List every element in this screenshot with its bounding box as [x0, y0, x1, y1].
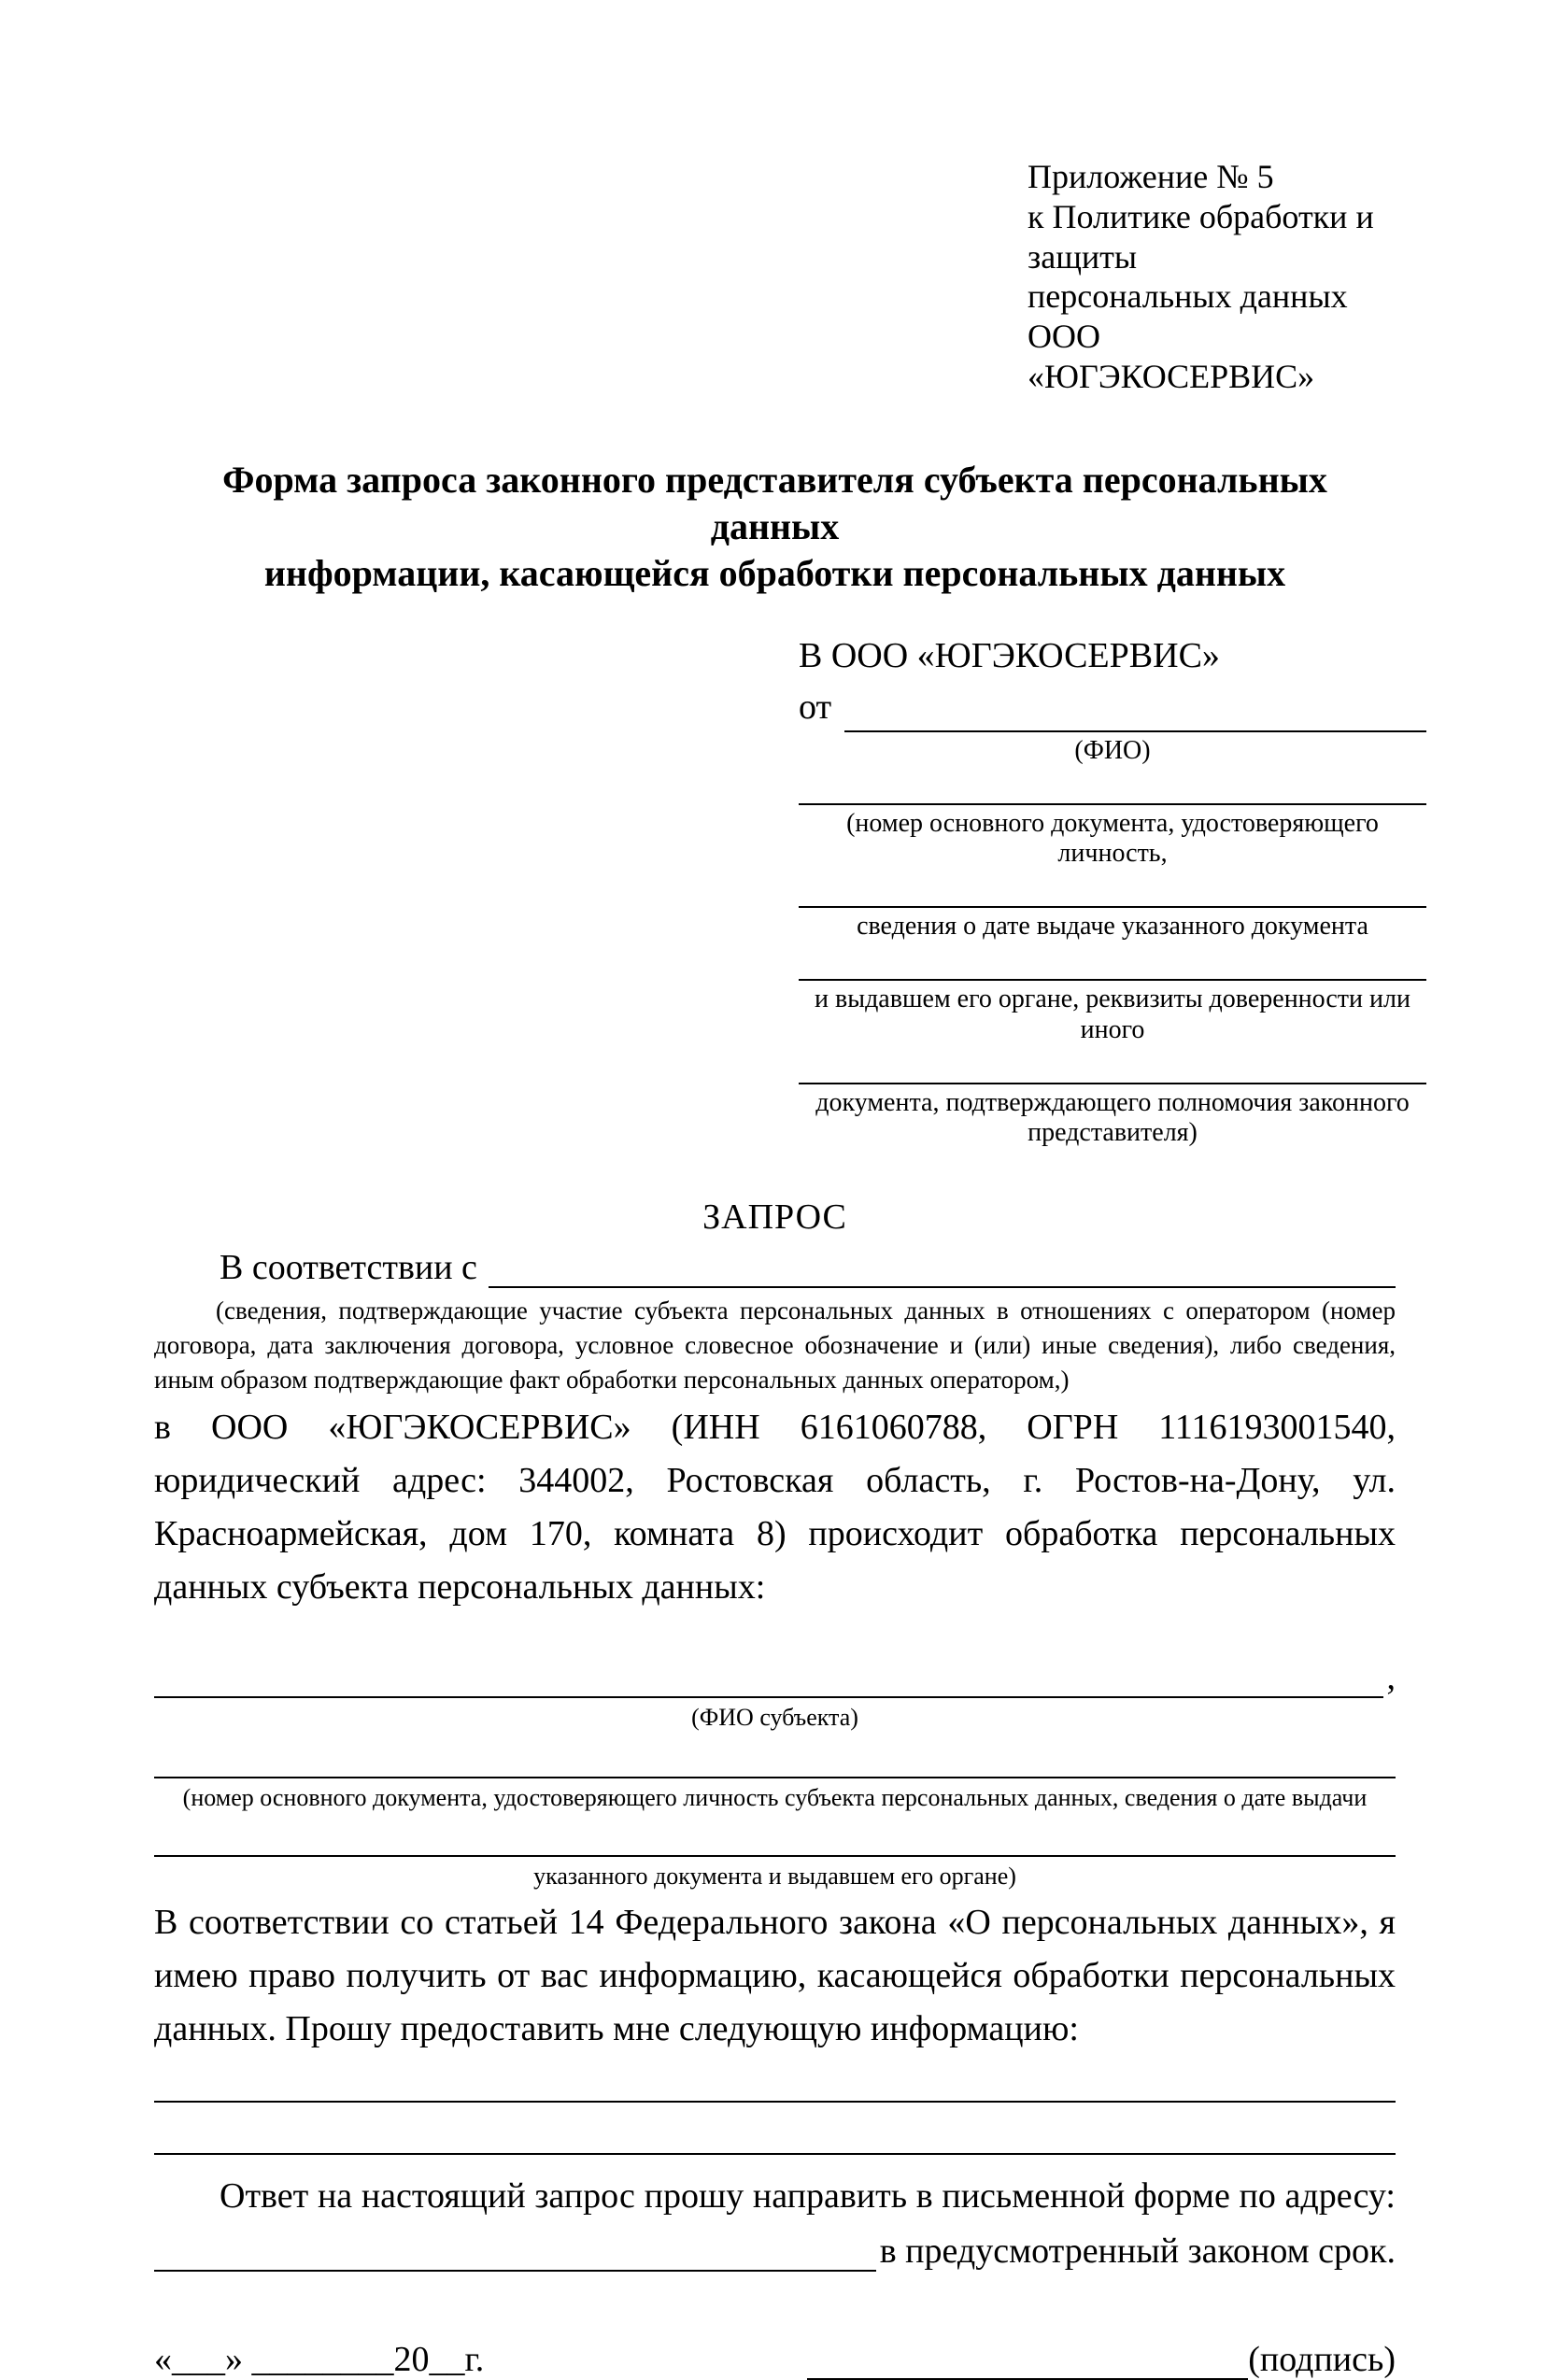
- from-field: [799, 684, 1426, 731]
- field-caption: сведения о дате выдаче указанного документа: [857, 912, 1368, 942]
- subject-fio-field: [154, 1657, 1396, 1698]
- field-caption: (номер основного документа, удостоверяющего личность,: [846, 808, 1379, 868]
- representative-doc-field: [799, 803, 1426, 869]
- subject-doc-blank-line: [154, 1855, 1396, 1857]
- subject-doc-blank-line: [154, 1777, 1396, 1778]
- field-caption: документа, подтверждающего полномочия законного представителя): [815, 1087, 1410, 1147]
- from-blank-line: [844, 693, 1426, 732]
- annex-note: [1028, 157, 1396, 397]
- representative-doc-field: [799, 1083, 1426, 1148]
- annex-line: к Политике обработки и защиты: [1028, 197, 1374, 276]
- subject-doc-caption-1: (номер основного документа, удостоверяющего личность субъекта персональных данных, сведения о дате выдачи: [182, 1783, 1368, 1811]
- info-blank-line: [154, 2101, 1396, 2103]
- answer-paragraph: Ответ на настоящий запрос прошу направить в письменной форме по адресу:: [220, 2175, 1396, 2216]
- title-line-1: Форма запроса законного представителя субъекта персональных данных: [222, 458, 1327, 547]
- document-title: [154, 457, 1396, 597]
- operator-paragraph: в ООО «ЮГЭКОСЕРВИС» (ИНН 6161060788, ОГРН 1116193001540, юридический адрес: 344002, Ростовская область, г. Ростов-на-Дону, ул. Красноармейская, дом 170, комната 8) происходит обработка персональных данных субъекта персональных данных:: [154, 1408, 1396, 1608]
- law-paragraph: В соответствии со статьей 14 Федерального закона «О персональных данных», я имею право получить от вас информацию, касающейся обработки персональных данных. Прошу предоставить мне следующую информацию:: [154, 1902, 1396, 2048]
- basis-caption: (сведения, подтверждающие участие субъекта персональных данных в отношениях с оператором (номер договора, дата заключения договора, условное словесное обозначение и (или) иные сведения), либо сведения, иным образом подтверждающие факт обработки персональных данных оператором,): [154, 1296, 1396, 1395]
- subject-fio-caption: (ФИО субъекта): [691, 1704, 858, 1732]
- subject-line-comma: ,: [1386, 1658, 1396, 1698]
- basis-field: [154, 1247, 1396, 1288]
- annex-line: Приложение № 5: [1028, 158, 1274, 195]
- blank-line: [799, 1083, 1426, 1084]
- blank-line: [799, 979, 1426, 981]
- date-blank: «___» ________20__г.: [154, 2339, 485, 2379]
- request-heading: ЗАПРОС: [702, 1197, 847, 1238]
- representative-doc-field: [799, 906, 1426, 942]
- representative-doc-field: [799, 979, 1426, 1044]
- subject-fio-blank-line: [154, 1659, 1383, 1698]
- answer-address-blank-line: [154, 2232, 876, 2272]
- addressee-to: В ООО «ЮГЭКОСЕРВИС»: [799, 635, 1220, 675]
- footer-row: [154, 2339, 1396, 2380]
- annex-line: персональных данных: [1028, 277, 1348, 316]
- from-label: от: [799, 687, 832, 728]
- answer-address-field: [154, 2231, 1396, 2272]
- blank-line: [799, 906, 1426, 908]
- annex-line: ООО «ЮГЭКОСЕРВИС»: [1028, 318, 1315, 396]
- signature-caption: (подпись): [1248, 2339, 1396, 2379]
- basis-blank-line: [489, 1249, 1396, 1288]
- answer-suffix: в предусмотренный законом срок.: [879, 2231, 1396, 2271]
- signature-field: [807, 2339, 1396, 2380]
- info-blank-line: [154, 2153, 1396, 2155]
- addressee-block: [799, 632, 1426, 1148]
- basis-label: В соответствии с: [220, 1248, 477, 1288]
- title-line-2: информации, касающейся обработки персональных данных: [263, 551, 1286, 594]
- field-caption: и выдавшем его органе, реквизиты доверенности или иного: [815, 985, 1410, 1044]
- subject-doc-caption-2: указанного документа и выдавшем его органе): [533, 1862, 1016, 1890]
- signature-blank-line: [807, 2341, 1248, 2380]
- blank-line: [799, 803, 1426, 805]
- fio-caption: (ФИО): [1074, 735, 1151, 765]
